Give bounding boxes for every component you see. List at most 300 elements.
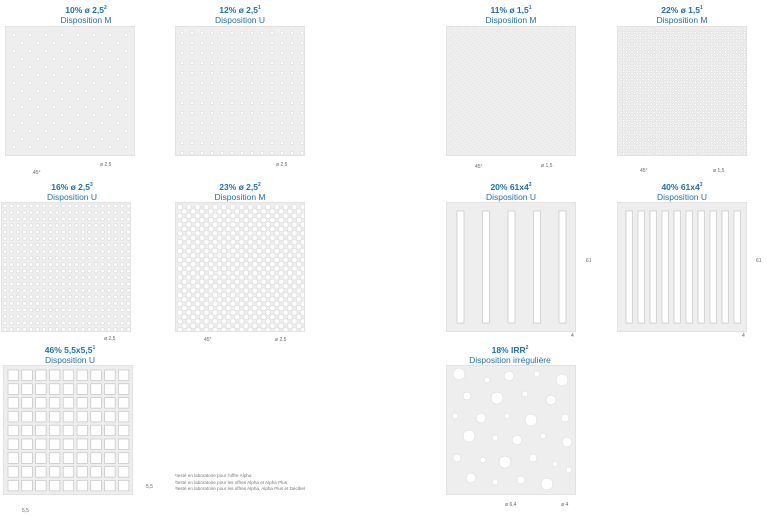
perforation-hole [180, 111, 184, 115]
perforation-hole [554, 70, 556, 72]
perforation-hole [506, 30, 508, 32]
perforation-hole [490, 150, 492, 152]
perforation-hole [230, 231, 235, 236]
perforation-opening [49, 425, 60, 436]
perforation-opening [77, 411, 88, 422]
perforation-opening [650, 211, 657, 323]
perforation-hole [42, 237, 46, 241]
perforation-hole [647, 62, 649, 64]
perforation-hole [694, 109, 696, 111]
perforation-hole [711, 103, 713, 105]
perforation-hole [62, 321, 66, 325]
perforation-opening [8, 398, 19, 409]
perforation-hole [546, 142, 548, 144]
perforation-hole [92, 49, 96, 53]
perforation-hole [675, 45, 677, 47]
perforation-hole [16, 230, 20, 234]
perforation-hole [661, 142, 663, 144]
perforation-hole [180, 121, 184, 125]
perforation-pattern [618, 203, 746, 331]
perforation-hole [75, 211, 79, 215]
perforation-hole [678, 43, 680, 45]
perforation-hole [623, 48, 625, 50]
perforation-hole [210, 131, 214, 135]
perforation-hole [474, 30, 476, 32]
perforation-hole [62, 204, 66, 208]
perforation-hole [735, 150, 737, 152]
perforation-hole [217, 226, 222, 231]
perforation-hole [700, 81, 702, 83]
perforation-hole [182, 314, 187, 319]
perforation-hole [672, 37, 674, 39]
perforation-hole [44, 49, 48, 53]
perforation-hole [650, 48, 652, 50]
perforation-hole [199, 262, 204, 267]
perforation-hole [705, 131, 707, 133]
perforation-hole [631, 128, 633, 130]
perforation-hole [700, 76, 702, 78]
perforation-hole [518, 58, 520, 60]
perforation-hole [719, 95, 721, 97]
perforation-hole [716, 120, 718, 122]
perforation-hole [191, 279, 196, 284]
perforation-hole [642, 40, 644, 42]
perforation-hole [689, 136, 691, 138]
perforation-hole [127, 217, 130, 221]
perforation-hole [474, 134, 476, 136]
perforation-hole [694, 142, 696, 144]
perforation-hole [733, 65, 735, 67]
perforation-hole [562, 118, 564, 120]
perforation-hole [730, 40, 732, 42]
perforation-hole [490, 38, 492, 40]
perforation-hole [558, 34, 560, 36]
perforation-hole [486, 90, 488, 92]
perforation-pattern [4, 366, 132, 494]
perforation-hole [217, 244, 222, 249]
perforation-hole [92, 145, 96, 149]
perforation-hole [700, 114, 702, 116]
perforation-hole [240, 61, 244, 65]
perforation-hole [217, 306, 222, 311]
perforation-hole [702, 29, 704, 31]
perforation-hole [44, 33, 48, 37]
perforation-hole [708, 139, 710, 141]
perforation-hole [680, 111, 682, 113]
perforation-hole [514, 118, 516, 120]
perforation-hole [741, 133, 743, 135]
perforation-hole [490, 54, 492, 56]
perforation-hole [270, 51, 274, 55]
perforation-hole [261, 270, 266, 275]
perforation-hole [252, 226, 257, 231]
perforation-hole [697, 150, 699, 152]
angle-label: 45° [204, 337, 212, 343]
perforation-hole [300, 111, 304, 115]
perforation-hole [208, 297, 213, 302]
perforation-hole [462, 74, 464, 76]
perforation-hole [658, 62, 660, 64]
perforation-hole [300, 141, 304, 145]
perforation-hole [628, 147, 630, 149]
perforation-hole [243, 288, 248, 293]
perforation-hole [200, 61, 204, 65]
perforation-hole [667, 70, 669, 72]
perforation-hole [68, 230, 72, 234]
perforation-hole [94, 269, 98, 273]
perforation-hole [566, 122, 568, 124]
perforation-hole [534, 146, 536, 148]
perforation-opening [698, 211, 705, 323]
perforation-hole [274, 319, 279, 324]
perforation-hole [683, 98, 685, 100]
perforation-hole [75, 282, 79, 286]
perforation-hole [261, 218, 266, 223]
perforation-hole [550, 66, 552, 68]
perforation-hole [642, 95, 644, 97]
perforation-hole [220, 51, 224, 55]
perforation-hole [730, 144, 732, 146]
perforation-hole [719, 128, 721, 130]
perforation-hole [683, 76, 685, 78]
perforation-hole [636, 139, 638, 141]
perforation-hole [55, 217, 59, 221]
perforation-hole [719, 144, 721, 146]
perforation-hole [722, 76, 724, 78]
perforation-hole [647, 89, 649, 91]
perforation-hole [177, 213, 182, 218]
perforation-hole [514, 126, 516, 128]
perforation-hole [75, 263, 79, 267]
perforation-hole [689, 92, 691, 94]
perforation-hole [292, 257, 297, 262]
perforation-hole [221, 275, 226, 280]
perforation-hole [708, 56, 710, 58]
perforation-hole [230, 71, 234, 75]
perforation-hole [466, 126, 468, 128]
perforation-hole [120, 250, 124, 254]
perforation-hole [639, 109, 641, 111]
perforation-hole [490, 102, 492, 104]
perforation-hole [711, 153, 713, 155]
perforation-hole [558, 138, 560, 140]
perforation-hole [81, 295, 85, 299]
perforation-hole [664, 111, 666, 113]
perforation-hole [656, 92, 658, 94]
perforation-hole [92, 33, 96, 37]
perforation-hole [107, 243, 111, 247]
perforation-hole [226, 253, 231, 258]
perforation-hole [534, 74, 536, 76]
perforation-hole [664, 34, 666, 36]
perforation-hole [240, 101, 244, 105]
perforation-hole [510, 114, 512, 116]
perforation-hole [625, 100, 627, 102]
perforation-hole [636, 100, 638, 102]
perforation-hole [724, 84, 726, 86]
perforation-hole [204, 222, 209, 227]
perforation-hole [36, 256, 40, 260]
perforation-hole [36, 224, 40, 228]
perforation-hole [296, 235, 301, 240]
perforation-hole [248, 222, 253, 227]
perforation-hole [514, 46, 516, 48]
perforation-hole [656, 103, 658, 105]
perforation-hole [180, 151, 184, 155]
perforation-hole [220, 111, 224, 115]
perforation-hole [290, 141, 294, 145]
perforation-hole [526, 90, 528, 92]
perforation-hole [708, 144, 710, 146]
perforation-hole [23, 302, 27, 306]
perforation-hole [628, 98, 630, 100]
perforation-hole [470, 130, 472, 132]
perforation-hole [220, 61, 224, 65]
perforation-hole [713, 150, 715, 152]
perforation-hole [744, 136, 746, 138]
perforation-hole [675, 117, 677, 119]
perforation-hole [257, 301, 262, 306]
perforation-hole [554, 126, 556, 128]
perforation-hole [744, 142, 746, 144]
perforation-hole [733, 114, 735, 116]
perforation-hole [558, 50, 560, 52]
perforation-hole [208, 323, 213, 328]
perforation-hole [208, 314, 213, 319]
perforation-hole [195, 301, 200, 306]
perforation-hole [504, 413, 510, 419]
perforation-hole [68, 204, 72, 208]
perforation-hole [620, 40, 622, 42]
perforation-hole [213, 257, 218, 262]
perforation-hole [240, 111, 244, 115]
perforation-hole [656, 125, 658, 127]
perforation-hole [280, 131, 284, 135]
perforation-hole [257, 284, 262, 289]
perforation-hole [518, 90, 520, 92]
perforation-hole [661, 76, 663, 78]
perforation-hole [62, 237, 66, 241]
perforation-hole [36, 89, 40, 93]
perforation-hole [127, 230, 130, 234]
perforation-hole [702, 139, 704, 141]
perforation-hole [68, 243, 72, 247]
perforation-hole [686, 51, 688, 53]
perforation-tile [447, 27, 575, 155]
perforation-hole [213, 275, 218, 280]
perforation-hole [558, 122, 560, 124]
perforation-hole [199, 253, 204, 258]
perforation-hole [702, 150, 704, 152]
perforation-hole [62, 256, 66, 260]
perforation-hole [727, 120, 729, 122]
perforation-hole [566, 114, 568, 116]
perforation-hole [494, 34, 496, 36]
perforation-hole [81, 321, 85, 325]
perforation-hole [724, 45, 726, 47]
perforation-hole [550, 146, 552, 148]
perforation-hole [23, 256, 27, 260]
perforation-hole [719, 133, 721, 135]
perforation-hole [190, 111, 194, 115]
perforation-hole [260, 31, 264, 35]
perforation-hole [116, 41, 120, 45]
perforation-hole [656, 81, 658, 83]
perforation-hole [506, 94, 508, 96]
perforation-hole [672, 103, 674, 105]
perforation-hole [76, 49, 80, 53]
perforation-hole [62, 230, 66, 234]
perforation-hole [667, 98, 669, 100]
perforation-opening [118, 480, 128, 491]
perforation-hole [667, 43, 669, 45]
perforation-hole [177, 310, 182, 315]
perforation-hole [94, 250, 98, 254]
perforation-hole [92, 81, 96, 85]
perforation-hole [716, 65, 718, 67]
perforation-hole [230, 101, 234, 105]
perforation-hole [733, 103, 735, 105]
perforation-hole [44, 81, 48, 85]
perforation-hole [296, 209, 301, 214]
perforation-hole [55, 204, 59, 208]
perforation-hole [700, 92, 702, 94]
perforation-hole [101, 302, 105, 306]
perforation-hole [538, 38, 540, 40]
perforation-hole [482, 150, 484, 152]
perforation-hole [661, 136, 663, 138]
perforation-opening [22, 411, 33, 422]
angle-label: 45° [640, 168, 648, 174]
perforation-hole [697, 117, 699, 119]
perforation-hole [3, 315, 7, 319]
perforation-hole [672, 142, 674, 144]
perforation-opening [105, 370, 116, 381]
perforation-hole [190, 101, 194, 105]
perforation-hole [124, 33, 128, 37]
perforation-hole [645, 131, 647, 133]
perforation-hole [257, 328, 262, 331]
perforation-hole [107, 263, 111, 267]
perforation-hole [730, 106, 732, 108]
perforation-hole [248, 301, 253, 306]
perforation-hole [686, 84, 688, 86]
perforation-hole [552, 461, 558, 467]
perforation-hole [625, 95, 627, 97]
perforation-hole [287, 253, 292, 258]
perforation-hole [177, 204, 182, 209]
perforation-hole [217, 253, 222, 258]
perforation-hole [558, 74, 560, 76]
perforation-hole [470, 66, 472, 68]
perforation-hole [55, 250, 59, 254]
perforation-hole [669, 34, 671, 36]
perforation-hole [727, 87, 729, 89]
perforation-hole [23, 230, 27, 234]
perforation-hole [716, 81, 718, 83]
perforation-hole [546, 62, 548, 64]
perforation-hole [675, 84, 677, 86]
perforation-hole [727, 32, 729, 34]
perforation-hole [248, 275, 253, 280]
perforation-hole [730, 128, 732, 130]
perforation-hole [450, 126, 452, 128]
perforation-hole [653, 106, 655, 108]
perforation-hole [296, 314, 301, 319]
perforation-hole [719, 56, 721, 58]
perforation-hole [75, 328, 79, 331]
perforation-hole [88, 230, 92, 234]
perforation-hole [68, 57, 72, 61]
perforation-hole [261, 244, 266, 249]
perforation-hole [466, 30, 468, 32]
perforation-hole [724, 62, 726, 64]
perforation-hole [454, 130, 456, 132]
perforation-hole [664, 29, 666, 31]
perforation-hole [482, 30, 484, 32]
perforation-hole [625, 56, 627, 58]
perforation-hole [623, 136, 625, 138]
perforation-hole [494, 98, 496, 100]
perforation-hole [177, 319, 182, 324]
perforation-hole [667, 65, 669, 67]
perforation-hole [127, 308, 130, 312]
perforation-hole [213, 328, 218, 331]
footnote: ³testé en laboratoire pour les offres Alpha, Alpha Plus et Déclbel [175, 486, 305, 491]
perforation-hole [68, 276, 72, 280]
perforation-hole [625, 40, 627, 42]
perforation-hole [741, 106, 743, 108]
perforation-hole [114, 250, 118, 254]
perforation-hole [678, 98, 680, 100]
perforation-hole [510, 138, 512, 140]
perforation-hole [708, 62, 710, 64]
perforation-hole [683, 153, 685, 155]
perforation-hole [55, 237, 59, 241]
perforation-hole [522, 54, 524, 56]
panel-title: 10% ø $2,5^2$ Disposition M [60, 4, 112, 25]
perforation-hole [664, 122, 666, 124]
perforation-hole [127, 328, 130, 331]
perforation-hole [678, 125, 680, 127]
perforation-hole [686, 128, 688, 130]
perforation-hole [182, 209, 187, 214]
perforation-hole [248, 231, 253, 236]
perforation-hole [470, 74, 472, 76]
perforation-hole [702, 78, 704, 80]
perforation-hole [279, 279, 284, 284]
perforation-hole [29, 302, 33, 306]
perforation-hole [261, 323, 266, 328]
perforation-hole [3, 289, 7, 293]
perforation-hole [300, 31, 304, 35]
perforation-hole [107, 211, 111, 215]
perforation-hole [675, 100, 677, 102]
perforation-hole [711, 125, 713, 127]
perforation-hole [724, 133, 726, 135]
perforation-hole [561, 414, 569, 422]
perforation-hole [700, 98, 702, 100]
perforation-hole [664, 62, 666, 64]
perforation-hole [642, 117, 644, 119]
perforation-hole [506, 126, 508, 128]
perforation-hole [730, 62, 732, 64]
perforation-hole [248, 204, 253, 209]
perforation-hole [462, 114, 464, 116]
perforation-hole [301, 292, 304, 297]
perforation-hole [60, 65, 64, 69]
perforation-hole [678, 48, 680, 50]
